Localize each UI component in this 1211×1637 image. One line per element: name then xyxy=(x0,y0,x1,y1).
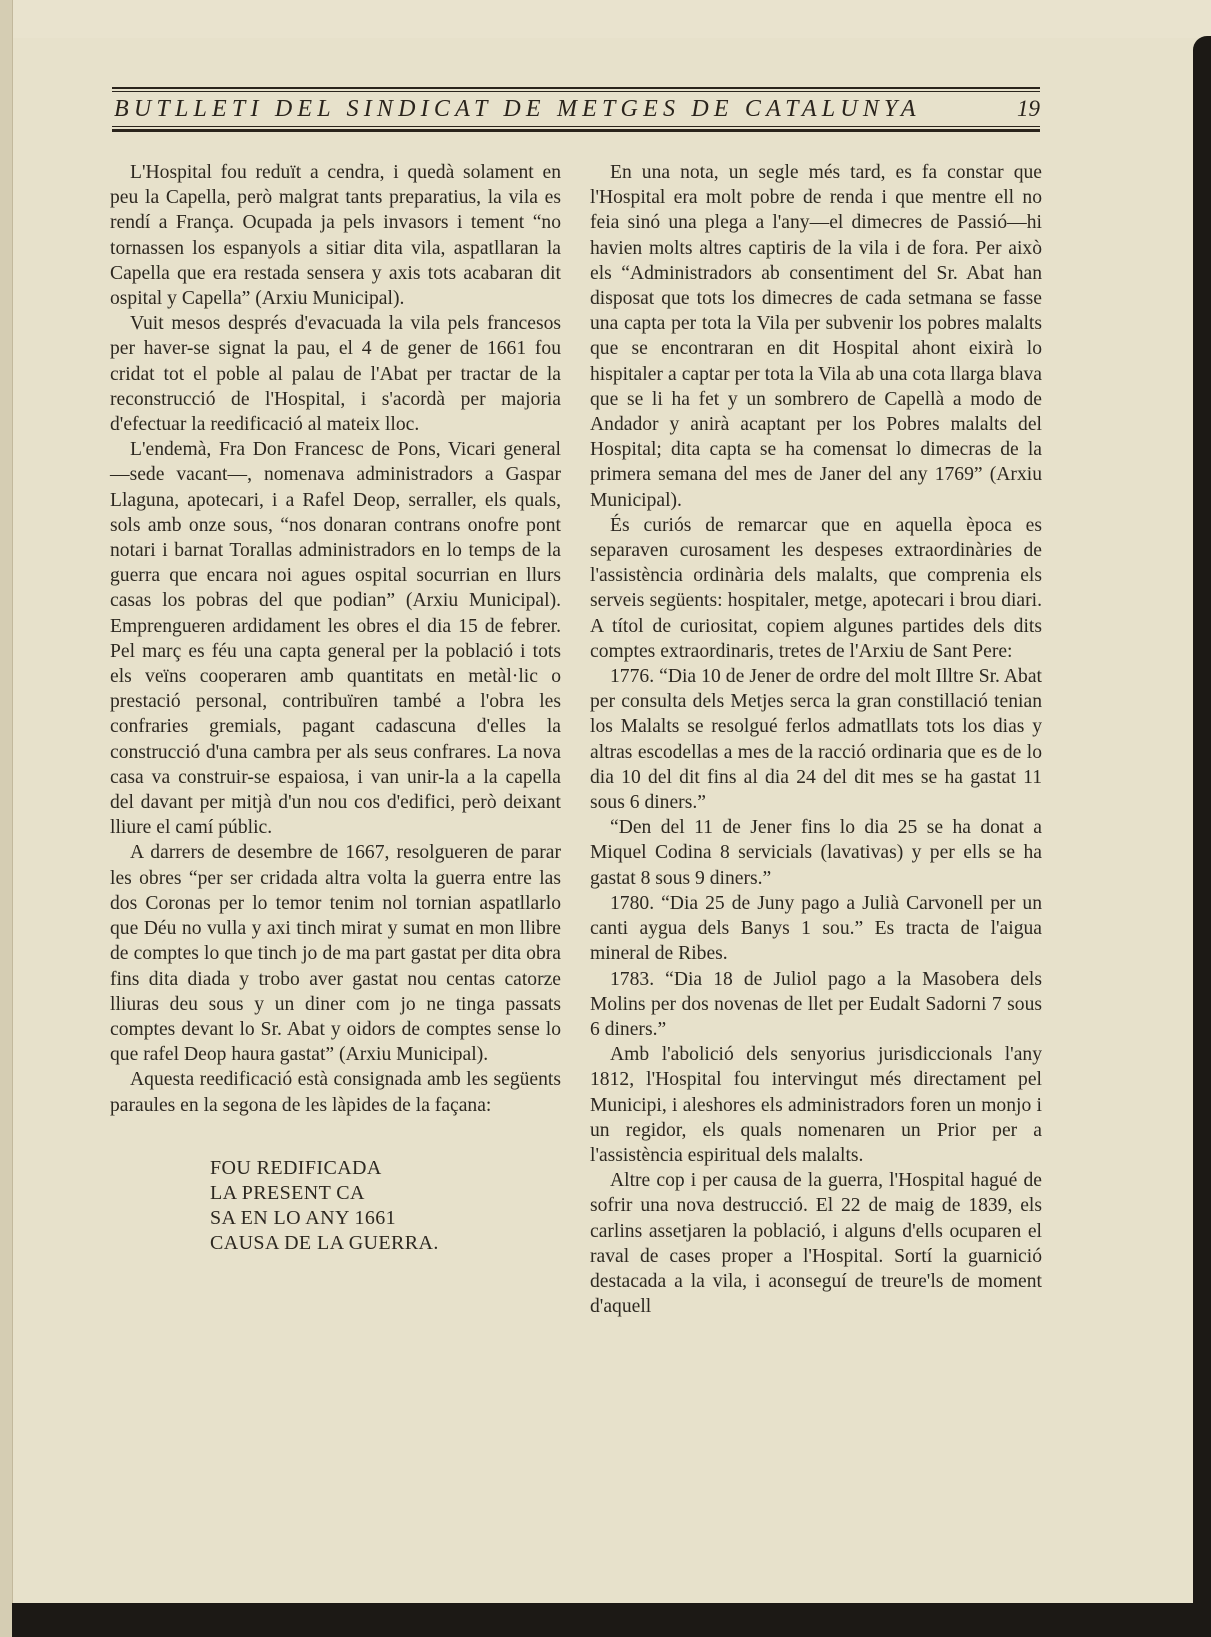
inscription-line: SA EN LO ANY 1661 xyxy=(210,1207,397,1230)
paragraph: A darrers de desembre de 1667, resolgueren de parar les obres “per ser cridada altra volta la guerra entre las dos Coronas per lo temor tenim nol tornian aspatllarlo que Déu no vulla y axi tinch mirat y sumat en mon llibre de comptes lo que tinch jo de ma part gastat per dita obra fins dita diada y trobo aver gastat nou centas catorze lliuras deu sous y un diner com jo ne tinga passats comptes devant lo Sr. Abat y oidors de comptes sense lo que rafel Deop haura gastat” (Arxiu Municipal). xyxy=(110,842,561,1066)
page-top-margin xyxy=(12,0,1211,38)
paragraph: En una nota, un segle més tard, es fa constar que l'Hospital era molt pobre de renda i que mentre ell no feia sinó una plega a l'any—el dimecres de Passió—hi havien molts altres captiris de la vila i de fora. Per això els “Administradors ab consentiment del Sr. Abat han disposat que tots los dimecres de cada setmana se fasse una capta per tota la Vila per subvenir los pobres malalts que se encontraran en dit Hospital ahont eixirà lo hispitaler a captar per tota la Vila ab una cota llarga blava que se li ha fet y un sombrero de Capellà a modo de Andador y anirà acaptant per los Pobres malalts del Hospital; dita capta se ha comensat lo dimecras de la primera semana del mes de Janer del any 1769” (Arxiu Municipal). xyxy=(590,162,1042,511)
paragraph: És curiós de remarcar que en aquella època es separaven curosament les despeses extraordinàries de l'assistència ordinària dels malalts, que comprenia els serveis següents: hospitaler, metge, apotecari i brou diari. A títol de curiositat, copiem algunes partides dels dits comptes extraordinaris, tretes de l'Arxiu de Sant Pere: xyxy=(590,514,1042,662)
paragraph: Aquesta reedificació està consignada amb les següents paraules en la segona de les làpides de la façana: xyxy=(110,1069,561,1116)
scan-background-right xyxy=(1193,36,1211,1637)
header-top-rule-thin xyxy=(112,91,1040,92)
left-column xyxy=(110,160,561,1257)
inscription-line: FOU REDIFICADA xyxy=(210,1156,382,1179)
paragraph: Amb l'abolició dels senyorius jurisdiccionals l'any 1812, l'Hospital fou intervingut més directament pel Municipi, i aleshores els administradors foren un monjo i un regidor, els quals nomenaren un Prior per a l'assistència espiritual dels malalts. xyxy=(590,1044,1042,1166)
paragraph: Altre cop i per causa de la guerra, l'Hospital hagué de sofrir una nova destrucció. El 22 de maig de 1839, els carlins assetjaren la població, i alguns d'ells ocuparen el raval de cases proper a l'Hospital. Sortí la guarnició destacada a la vila, i aconseguí de treure'ls de moment d'aquell xyxy=(590,1170,1042,1318)
stone-inscription xyxy=(210,1156,561,1257)
inscription-line: CAUSA DE LA GUERRA. xyxy=(210,1232,439,1255)
paragraph: L'Hospital fou reduït a cendra, i quedà solament en peu la Capella, però malgrat tants preparatius, la vila es rendí a França. Ocupada ja pels invasors i tement “no tornassen los espanyols a sitiar dita vila, aspatllaran la Capella que era restada sensera y axis tots acabaran dit ospital y Capella” (Arxiu Municipal). xyxy=(110,162,561,310)
right-column xyxy=(590,160,1042,1319)
paragraph: 1783. “Dia 18 de Juliol pago a la Masobera dels Molins per dos novenas de llet per Eudalt Sadorni 7 sous 6 diners.” xyxy=(590,968,1042,1040)
paragraph: 1776. “Dia 10 de Jener de ordre del molt Illtre Sr. Abat per consulta dels Metjes serca la gran constillació tenian los Malalts se resolgué ferlos admatllats tots los dias y altras escodellas a mes de la racció ordinaria que es de lo dia 10 del dit fins al dia 24 del dit mes se ha gastat 11 sous 6 diners.” xyxy=(590,666,1042,814)
header-top-rule xyxy=(112,87,1040,89)
running-header xyxy=(112,96,1040,124)
inscription-line: LA PRESENT CA xyxy=(210,1181,365,1204)
paragraph: L'endemà, Fra Don Francesc de Pons, Vicari general—sede vacant—, nomenava administradors a Gaspar Llaguna, apotecari, i a Rafel Deop, serraller, els quals, sols amb onze sous, “nos donaran contrans onofre pont notari i barnat Torallas administradors en lo temps de la guerra que encara noi agues ospital socurrian en llurs casas los pobras del que podian” (Arxiu Municipal). Emprengueren ardidament les obres el dia 15 de febrer. Pel març es féu una capta general per la població i tots els veïns cooperaren amb quantitats en metàl·lic o prestació personal, contribuïren també a l'obra les confraries gremials, pagant cadascuna d'elles la construcció d'una cambra per als seus confrares. La nova casa va construir-se espaiosa, i van unir-la a la capella del davant per mitjà d'un nou cos d'edifici, però deixant lliure el camí públic. xyxy=(110,439,561,839)
header-bottom-rule xyxy=(112,129,1040,132)
header-bottom-rule-thin xyxy=(112,126,1040,127)
journal-title: BUTLLETI DEL SINDICAT DE METGES DE CATALUNYA xyxy=(114,96,921,122)
page-binding-edge xyxy=(0,0,13,1637)
paragraph: Vuit mesos després d'evacuada la vila pels francesos per haver-se signat la pau, el 4 de gener de 1661 fou cridat tot el poble al palau de l'Abat per tractar de la reconstrucció de l'Hospital, i s'acordà per majoria d'efectuar la reedificació al mateix lloc. xyxy=(110,313,561,436)
paragraph: “Den del 11 de Jener fins lo dia 25 se ha donat a Miquel Codina 8 servicials (lavativas) y per ells se ha gastat 8 sous 9 diners.” xyxy=(590,817,1042,889)
page-number: 19 xyxy=(1017,96,1040,121)
scan-background-bottom xyxy=(12,1603,1193,1637)
paragraph: 1780. “Dia 25 de Juny pago a Julià Carvonell per un canti aygua dels Banys 1 sou.” Es tracta de l'aigua mineral de Ribes. xyxy=(590,892,1042,965)
